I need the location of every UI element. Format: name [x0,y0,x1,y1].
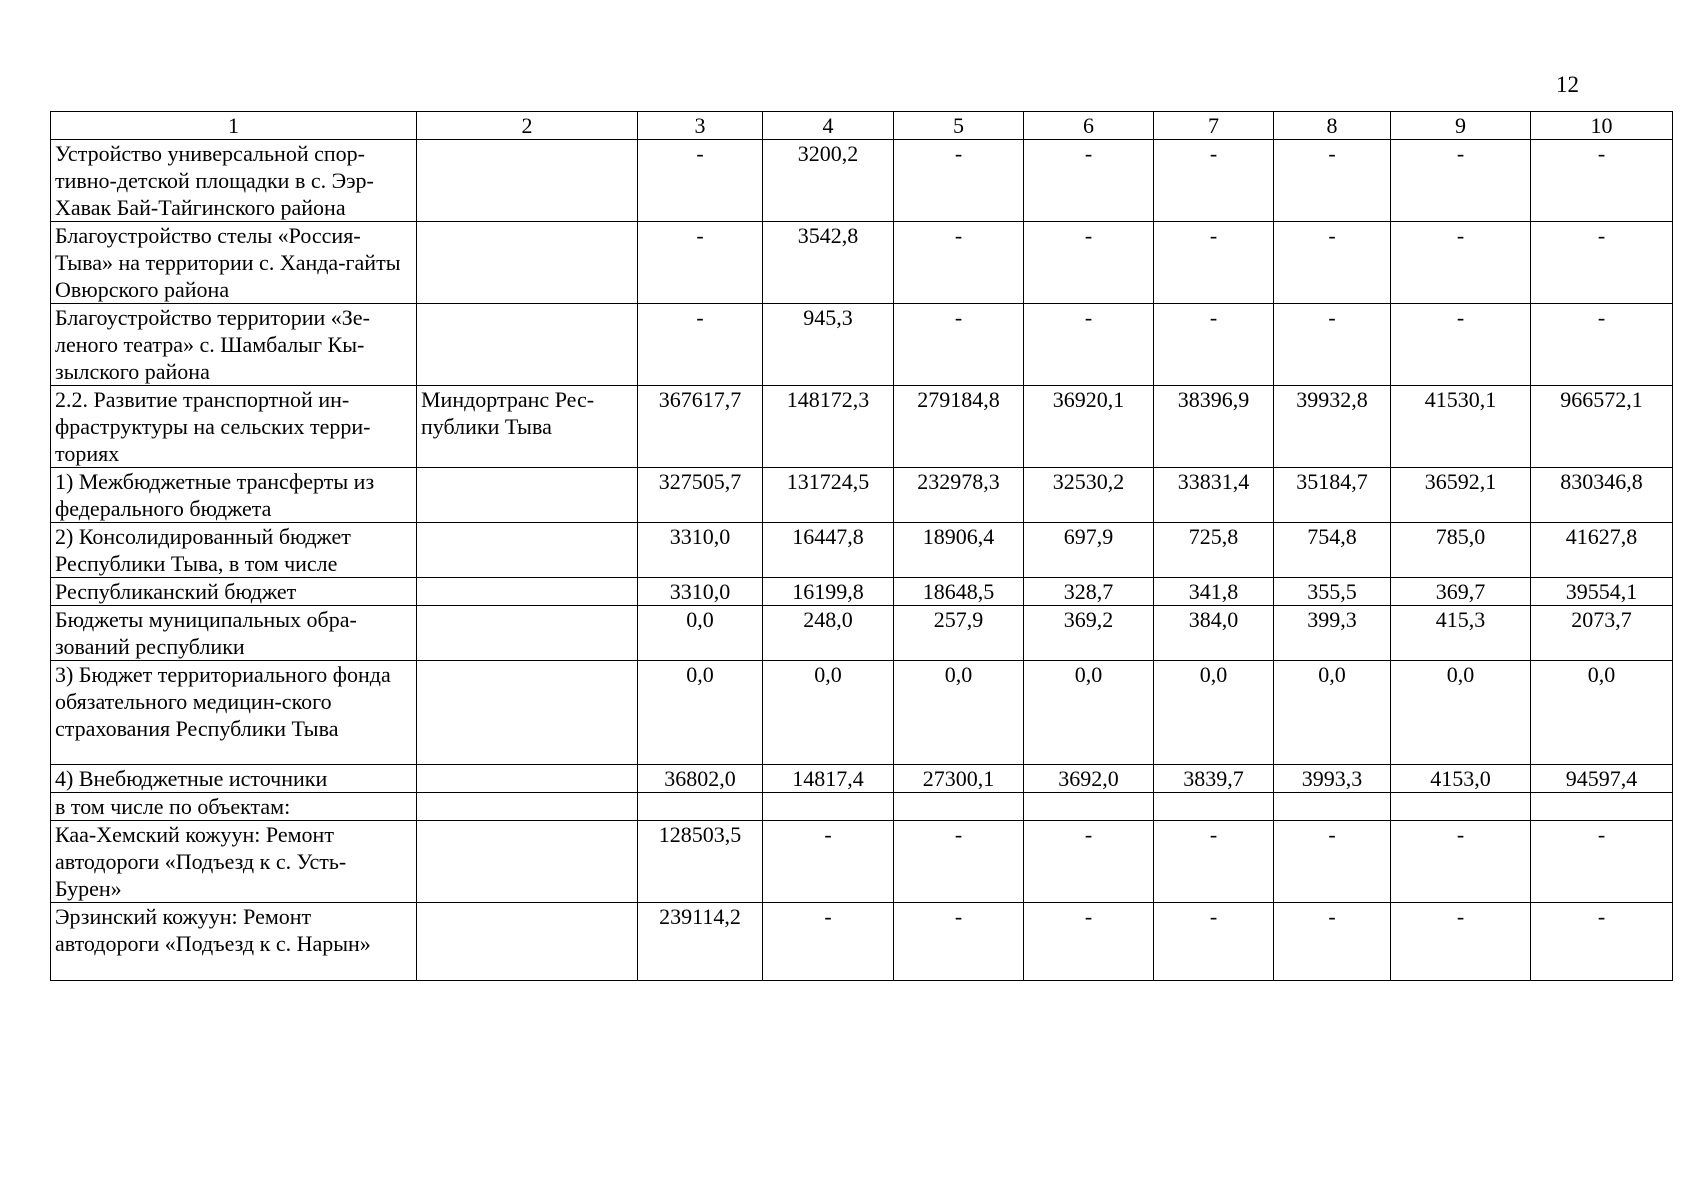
value-cell: 3200,2 [763,140,894,222]
value-cell: 3692,0 [1024,765,1154,793]
row-name-cell: Каа-Хемский кожуун: Ремонт автодороги «Подъезд к с. Усть-Бурен» [51,821,417,903]
value-cell: 41627,8 [1531,523,1673,578]
row-name-cell: 3) Бюджет территориального фонда обязательного медицин-ского страхования Республики Тыва [51,661,417,765]
value-cell: - [1154,821,1274,903]
value-cell: 39554,1 [1531,578,1673,606]
value-cell: - [763,903,894,981]
value-cell: - [1024,304,1154,386]
table-row [51,606,1673,661]
value-cell: 0,0 [638,606,763,661]
responsible-cell [417,468,638,523]
value-cell: 18906,4 [894,523,1024,578]
value-cell: 36920,1 [1024,386,1154,468]
value-cell: 16199,8 [763,578,894,606]
responsible-cell [417,903,638,981]
responsible-cell [417,140,638,222]
value-cell: 0,0 [1391,661,1531,765]
table-row [51,821,1673,903]
table-row [51,304,1673,386]
budget-table [50,111,1673,981]
row-name-cell: 1) Межбюджетные трансферты из федерального бюджета [51,468,417,523]
value-cell: - [1274,821,1391,903]
value-cell: - [638,140,763,222]
row-name-cell: Бюджеты муниципальных обра-зований республики [51,606,417,661]
table-row [51,578,1673,606]
value-cell: 697,9 [1024,523,1154,578]
table-row [51,523,1673,578]
table-row [51,765,1673,793]
responsible-cell [417,606,638,661]
value-cell: - [1274,903,1391,981]
value-cell: 239114,2 [638,903,763,981]
value-cell [1274,793,1391,821]
value-cell: - [1024,903,1154,981]
value-cell: 32530,2 [1024,468,1154,523]
responsible-cell [417,304,638,386]
value-cell: 35184,7 [1274,468,1391,523]
responsible-cell [417,793,638,821]
value-cell: 369,2 [1024,606,1154,661]
value-cell: 399,3 [1274,606,1391,661]
value-cell: - [1531,304,1673,386]
value-cell: 966572,1 [1531,386,1673,468]
value-cell: - [638,304,763,386]
column-number: 7 [1154,112,1274,140]
value-cell: - [1024,222,1154,304]
value-cell: 279184,8 [894,386,1024,468]
row-name-cell: Эрзинский кожуун: Ремонт автодороги «Подъезд к с. Нарын» [51,903,417,981]
value-cell: 384,0 [1154,606,1274,661]
value-cell: - [1531,821,1673,903]
row-name-cell: Благоустройство стелы «Россия-Тыва» на территории с. Ханда-гайты Овюрского района [51,222,417,304]
value-cell: 39932,8 [1274,386,1391,468]
value-cell: 0,0 [1024,661,1154,765]
responsible-cell [417,821,638,903]
value-cell: 16447,8 [763,523,894,578]
value-cell: 3993,3 [1274,765,1391,793]
value-cell: 27300,1 [894,765,1024,793]
value-cell: 3839,7 [1154,765,1274,793]
value-cell: - [1391,140,1531,222]
column-number: 8 [1274,112,1391,140]
column-number-row [51,112,1673,140]
value-cell: - [1154,222,1274,304]
value-cell: 754,8 [1274,523,1391,578]
value-cell: 945,3 [763,304,894,386]
value-cell: 4153,0 [1391,765,1531,793]
responsible-cell: Миндортранс Рес-публики Тыва [417,386,638,468]
value-cell: 0,0 [1531,661,1673,765]
value-cell: 148172,3 [763,386,894,468]
table-row [51,661,1673,765]
value-cell [1154,793,1274,821]
value-cell: 36592,1 [1391,468,1531,523]
value-cell: - [894,140,1024,222]
value-cell: - [1154,304,1274,386]
value-cell: - [1531,903,1673,981]
responsible-cell [417,765,638,793]
table-row [51,468,1673,523]
value-cell [1531,793,1673,821]
value-cell: 3310,0 [638,578,763,606]
value-cell: 369,7 [1391,578,1531,606]
column-number: 5 [894,112,1024,140]
value-cell: 128503,5 [638,821,763,903]
value-cell: 36802,0 [638,765,763,793]
responsible-cell [417,523,638,578]
responsible-cell [417,578,638,606]
value-cell: - [1024,821,1154,903]
value-cell: - [1024,140,1154,222]
value-cell: - [638,222,763,304]
value-cell: - [763,821,894,903]
value-cell: 0,0 [638,661,763,765]
value-cell: - [1274,222,1391,304]
value-cell [894,793,1024,821]
value-cell [638,793,763,821]
value-cell: 341,8 [1154,578,1274,606]
value-cell: 328,7 [1024,578,1154,606]
value-cell: 131724,5 [763,468,894,523]
value-cell: 18648,5 [894,578,1024,606]
page-number: 12 [1556,72,1579,97]
value-cell: 785,0 [1391,523,1531,578]
responsible-cell [417,661,638,765]
table-body [51,112,1673,981]
value-cell: 355,5 [1274,578,1391,606]
value-cell: 415,3 [1391,606,1531,661]
column-number: 3 [638,112,763,140]
table-row [51,222,1673,304]
value-cell: 327505,7 [638,468,763,523]
row-name-cell: 2.2. Развитие транспортной ин-фраструктуры на сельских терри-ториях [51,386,417,468]
value-cell: - [1391,222,1531,304]
row-name-cell: Устройство универсальной спор-тивно-детской площадки в с. Ээр-Хавак Бай-Тайгинского района [51,140,417,222]
column-number: 10 [1531,112,1673,140]
value-cell: 257,9 [894,606,1024,661]
value-cell: 33831,4 [1154,468,1274,523]
value-cell: - [1154,903,1274,981]
value-cell: 41530,1 [1391,386,1531,468]
value-cell: 0,0 [894,661,1024,765]
column-number: 9 [1391,112,1531,140]
table-row [51,140,1673,222]
responsible-cell [417,222,638,304]
table-row [51,386,1673,468]
value-cell [1024,793,1154,821]
row-name-cell: 2) Консолидированный бюджет Республики Тыва, в том числе [51,523,417,578]
value-cell: - [1531,222,1673,304]
value-cell: - [894,821,1024,903]
value-cell: - [1154,140,1274,222]
value-cell: - [1274,140,1391,222]
row-name-cell: в том числе по объектам: [51,793,417,821]
value-cell: 248,0 [763,606,894,661]
value-cell: 3310,0 [638,523,763,578]
value-cell: - [894,903,1024,981]
table-row [51,793,1673,821]
value-cell: - [894,304,1024,386]
value-cell: 0,0 [1154,661,1274,765]
value-cell [763,793,894,821]
value-cell: 38396,9 [1154,386,1274,468]
column-number: 2 [417,112,638,140]
row-name-cell: 4) Внебюджетные источники [51,765,417,793]
column-number: 6 [1024,112,1154,140]
value-cell: - [1531,140,1673,222]
value-cell: 14817,4 [763,765,894,793]
value-cell: 0,0 [763,661,894,765]
row-name-cell: Благоустройство территории «Зе-леного театра» с. Шамбалыг Кы-зылского района [51,304,417,386]
value-cell: 830346,8 [1531,468,1673,523]
value-cell: 0,0 [1274,661,1391,765]
row-name-cell: Республиканский бюджет [51,578,417,606]
value-cell: 94597,4 [1531,765,1673,793]
value-cell: - [1391,903,1531,981]
column-number: 4 [763,112,894,140]
value-cell: - [1274,304,1391,386]
value-cell: 3542,8 [763,222,894,304]
value-cell [1391,793,1531,821]
value-cell: - [1391,821,1531,903]
value-cell: 232978,3 [894,468,1024,523]
value-cell: 2073,7 [1531,606,1673,661]
table-row [51,903,1673,981]
value-cell: 367617,7 [638,386,763,468]
value-cell: - [1391,304,1531,386]
column-number: 1 [51,112,417,140]
value-cell: - [894,222,1024,304]
value-cell: 725,8 [1154,523,1274,578]
